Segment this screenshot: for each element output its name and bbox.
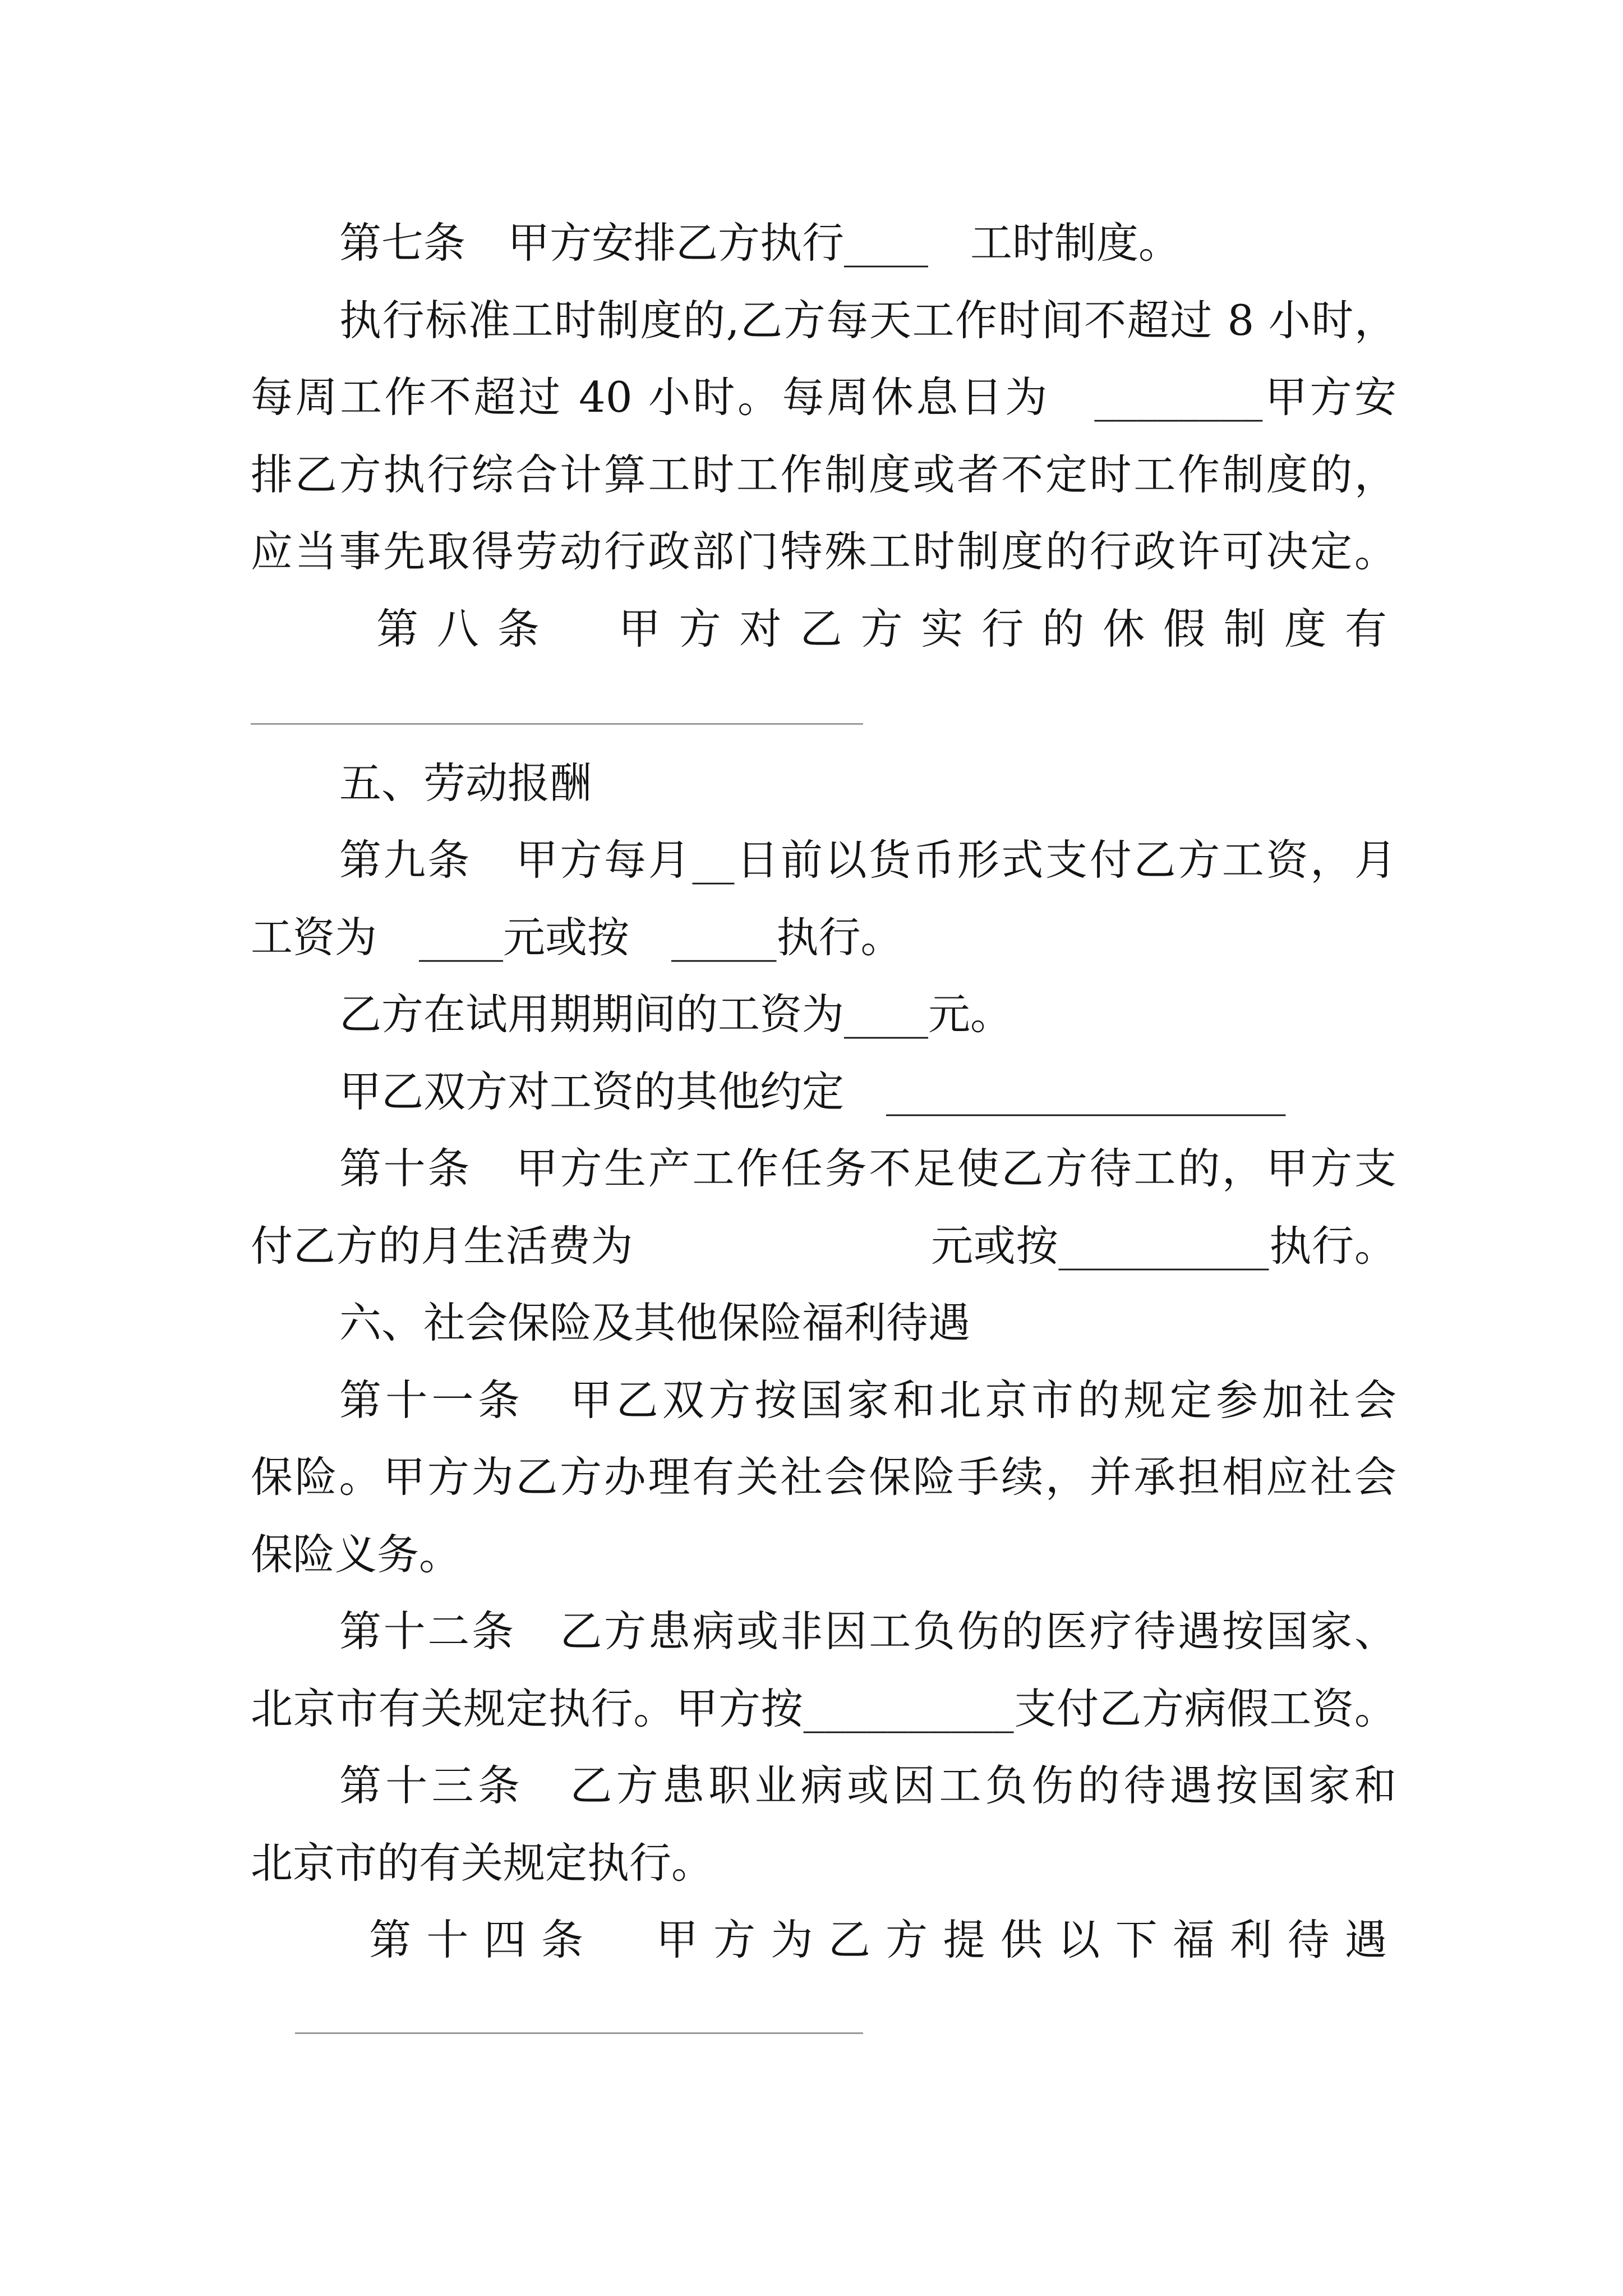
probation-wage-line: 乙方在试用期期间的工资为____元。 [339, 990, 1013, 1039]
standard-hours-line-2: 每周工作不超过 40 小时。每周休息日为 ________甲方安 [251, 372, 1396, 422]
article-13-line-1: 第十三条 乙方患职业病或因工负伤的待遇按国家和 [339, 1761, 1396, 1810]
article-12-line-2: 北京市有关规定执行。甲方按__________支付乙方病假工资。 [251, 1683, 1396, 1733]
article-11-line-1: 第十一条 甲乙双方按国家和北京市的规定参加社会 [339, 1375, 1396, 1425]
contract-text [0, 205, 1623, 2056]
article-14-line: 第十四条 甲方为乙方提供以下福利待遇 [369, 1915, 1387, 1964]
article-12-line-1: 第十二条 乙方患病或非因工负伤的医疗待遇按国家、 [339, 1607, 1396, 1656]
article-14-blank-row [0, 1979, 1623, 2056]
article-8-blank-underline [251, 723, 863, 725]
article-10-line-2: 付乙方的月生活费为 元或按__________执行。 [251, 1221, 1396, 1271]
article-13-line-2: 北京市的有关规定执行。 [251, 1838, 714, 1888]
other-wage-agreement-line: 甲乙双方对工资的其他约定 ___________________ [339, 1066, 1286, 1116]
article-10-line-1: 第十条 甲方生产工作任务不足使乙方待工的，甲方支 [339, 1144, 1396, 1193]
article-11-line-2: 保险。甲方为乙方办理有关社会保险手续，并承担相应社会 [251, 1452, 1396, 1502]
article-7-line: 第七条 甲方安排乙方执行____ 工时制度。 [339, 218, 1181, 268]
article-11-line-3: 保险义务。 [251, 1529, 462, 1579]
article-9-line-2: 工资为 ____元或按 _____执行。 [251, 912, 903, 962]
article-8-blank-row [0, 668, 1623, 745]
standard-hours-line-1: 执行标准工时制度的,乙方每天工作时间不超过 8 小时， [339, 295, 1396, 345]
article-14-blank-underline [295, 2032, 863, 2034]
article-9-line-1: 第九条 甲方每月__日前以货币形式支付乙方工资，月 [339, 835, 1396, 885]
standard-hours-line-4: 应当事先取得劳动行政部门特殊工时制度的行政许可决定。 [251, 527, 1396, 576]
section-6-title: 六、社会保险及其他保险福利待遇 [339, 1298, 971, 1347]
article-8-line: 第八条 甲方对乙方实行的休假制度有 [376, 604, 1387, 654]
standard-hours-line-3: 排乙方执行综合计算工时工作制度或者不定时工作制度的， [251, 449, 1396, 499]
section-5-title: 五、劳动报酬 [339, 758, 592, 808]
